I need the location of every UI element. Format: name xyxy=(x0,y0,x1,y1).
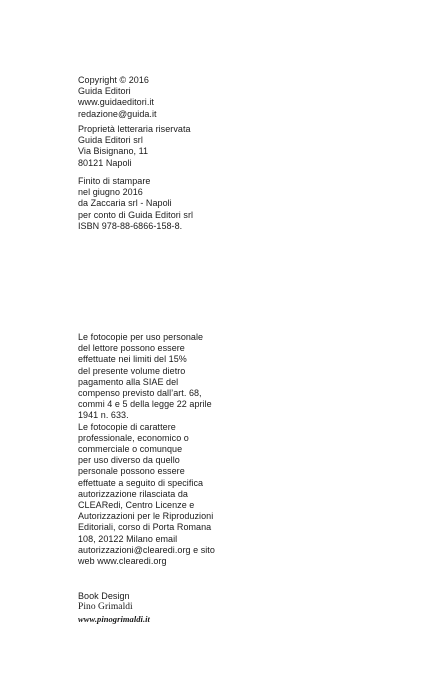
credits-heading: Book Design xyxy=(78,591,130,601)
photocopy-notice xyxy=(78,332,398,567)
photocopy-line: effettuate nei limiti del 15% xyxy=(78,354,187,365)
publisher-name: Guida Editori xyxy=(78,86,131,97)
isbn: ISBN 978-88-6866-158-8. xyxy=(78,220,183,231)
photocopy-line: del presente volume dietro xyxy=(78,365,186,376)
designer-website: www.pinogrimaldi.it xyxy=(78,613,150,624)
photocopy-line: compenso previsto dall’art. 68, xyxy=(78,388,202,399)
photocopy-line: Autorizzazioni per le Riproduzioni xyxy=(78,511,214,522)
photocopy-line: autorizzazioni@clearedi.org e sito xyxy=(78,544,215,555)
photocopy-line: Le fotocopie di carattere xyxy=(78,421,176,432)
copyright-block xyxy=(78,75,398,120)
company-name: Guida Editori srl xyxy=(78,135,143,146)
photocopy-line: pagamento alla SIAE del xyxy=(78,376,179,387)
rights-statement: Proprietà letteraria riservata xyxy=(78,124,191,134)
copyright-line: Copyright © 2016 xyxy=(78,75,149,85)
designer-name: Pino Grimaldi xyxy=(78,602,133,613)
photocopy-line: effettuate a seguito di specifica xyxy=(78,477,204,488)
photocopy-line: web www.clearedi.org xyxy=(78,556,167,567)
photocopy-line: 1941 n. 633. xyxy=(78,410,129,421)
photocopy-line: professionale, economico o xyxy=(78,432,189,443)
photocopy-line: per uso diverso da quello xyxy=(78,455,180,466)
photocopy-line: del lettore possono essere xyxy=(78,343,185,354)
rights-block xyxy=(78,124,398,169)
book-design-credits xyxy=(78,591,398,625)
publisher-email: redazione@guida.it xyxy=(78,108,157,119)
photocopy-line: CLEARedi, Centro Licenze e xyxy=(78,500,195,511)
printer-name: da Zaccaria srl - Napoli xyxy=(78,198,172,209)
photocopy-line: autorizzazione rilasciata da xyxy=(78,488,188,499)
photocopy-line: Le fotocopie per uso personale xyxy=(78,332,204,342)
photocopy-line: commi 4 e 5 della legge 22 aprile xyxy=(78,399,212,410)
company-street: Via Bisignano, 11 xyxy=(78,146,149,157)
printing-date: nel giugno 2016 xyxy=(78,187,143,198)
printing-block xyxy=(78,176,398,232)
photocopy-line: personale possono essere xyxy=(78,466,185,477)
photocopy-line: 108, 20122 Milano email xyxy=(78,533,178,544)
photocopy-line: commerciale o comunque xyxy=(78,444,183,455)
company-city: 80121 Napoli xyxy=(78,157,132,168)
printing-line: Finito di stampare xyxy=(78,176,151,186)
printed-for: per conto di Guida Editori srl xyxy=(78,209,194,220)
photocopy-line: Editoriali, corso di Porta Romana xyxy=(78,522,212,533)
publisher-website: www.guidaeditori.it xyxy=(78,97,154,108)
